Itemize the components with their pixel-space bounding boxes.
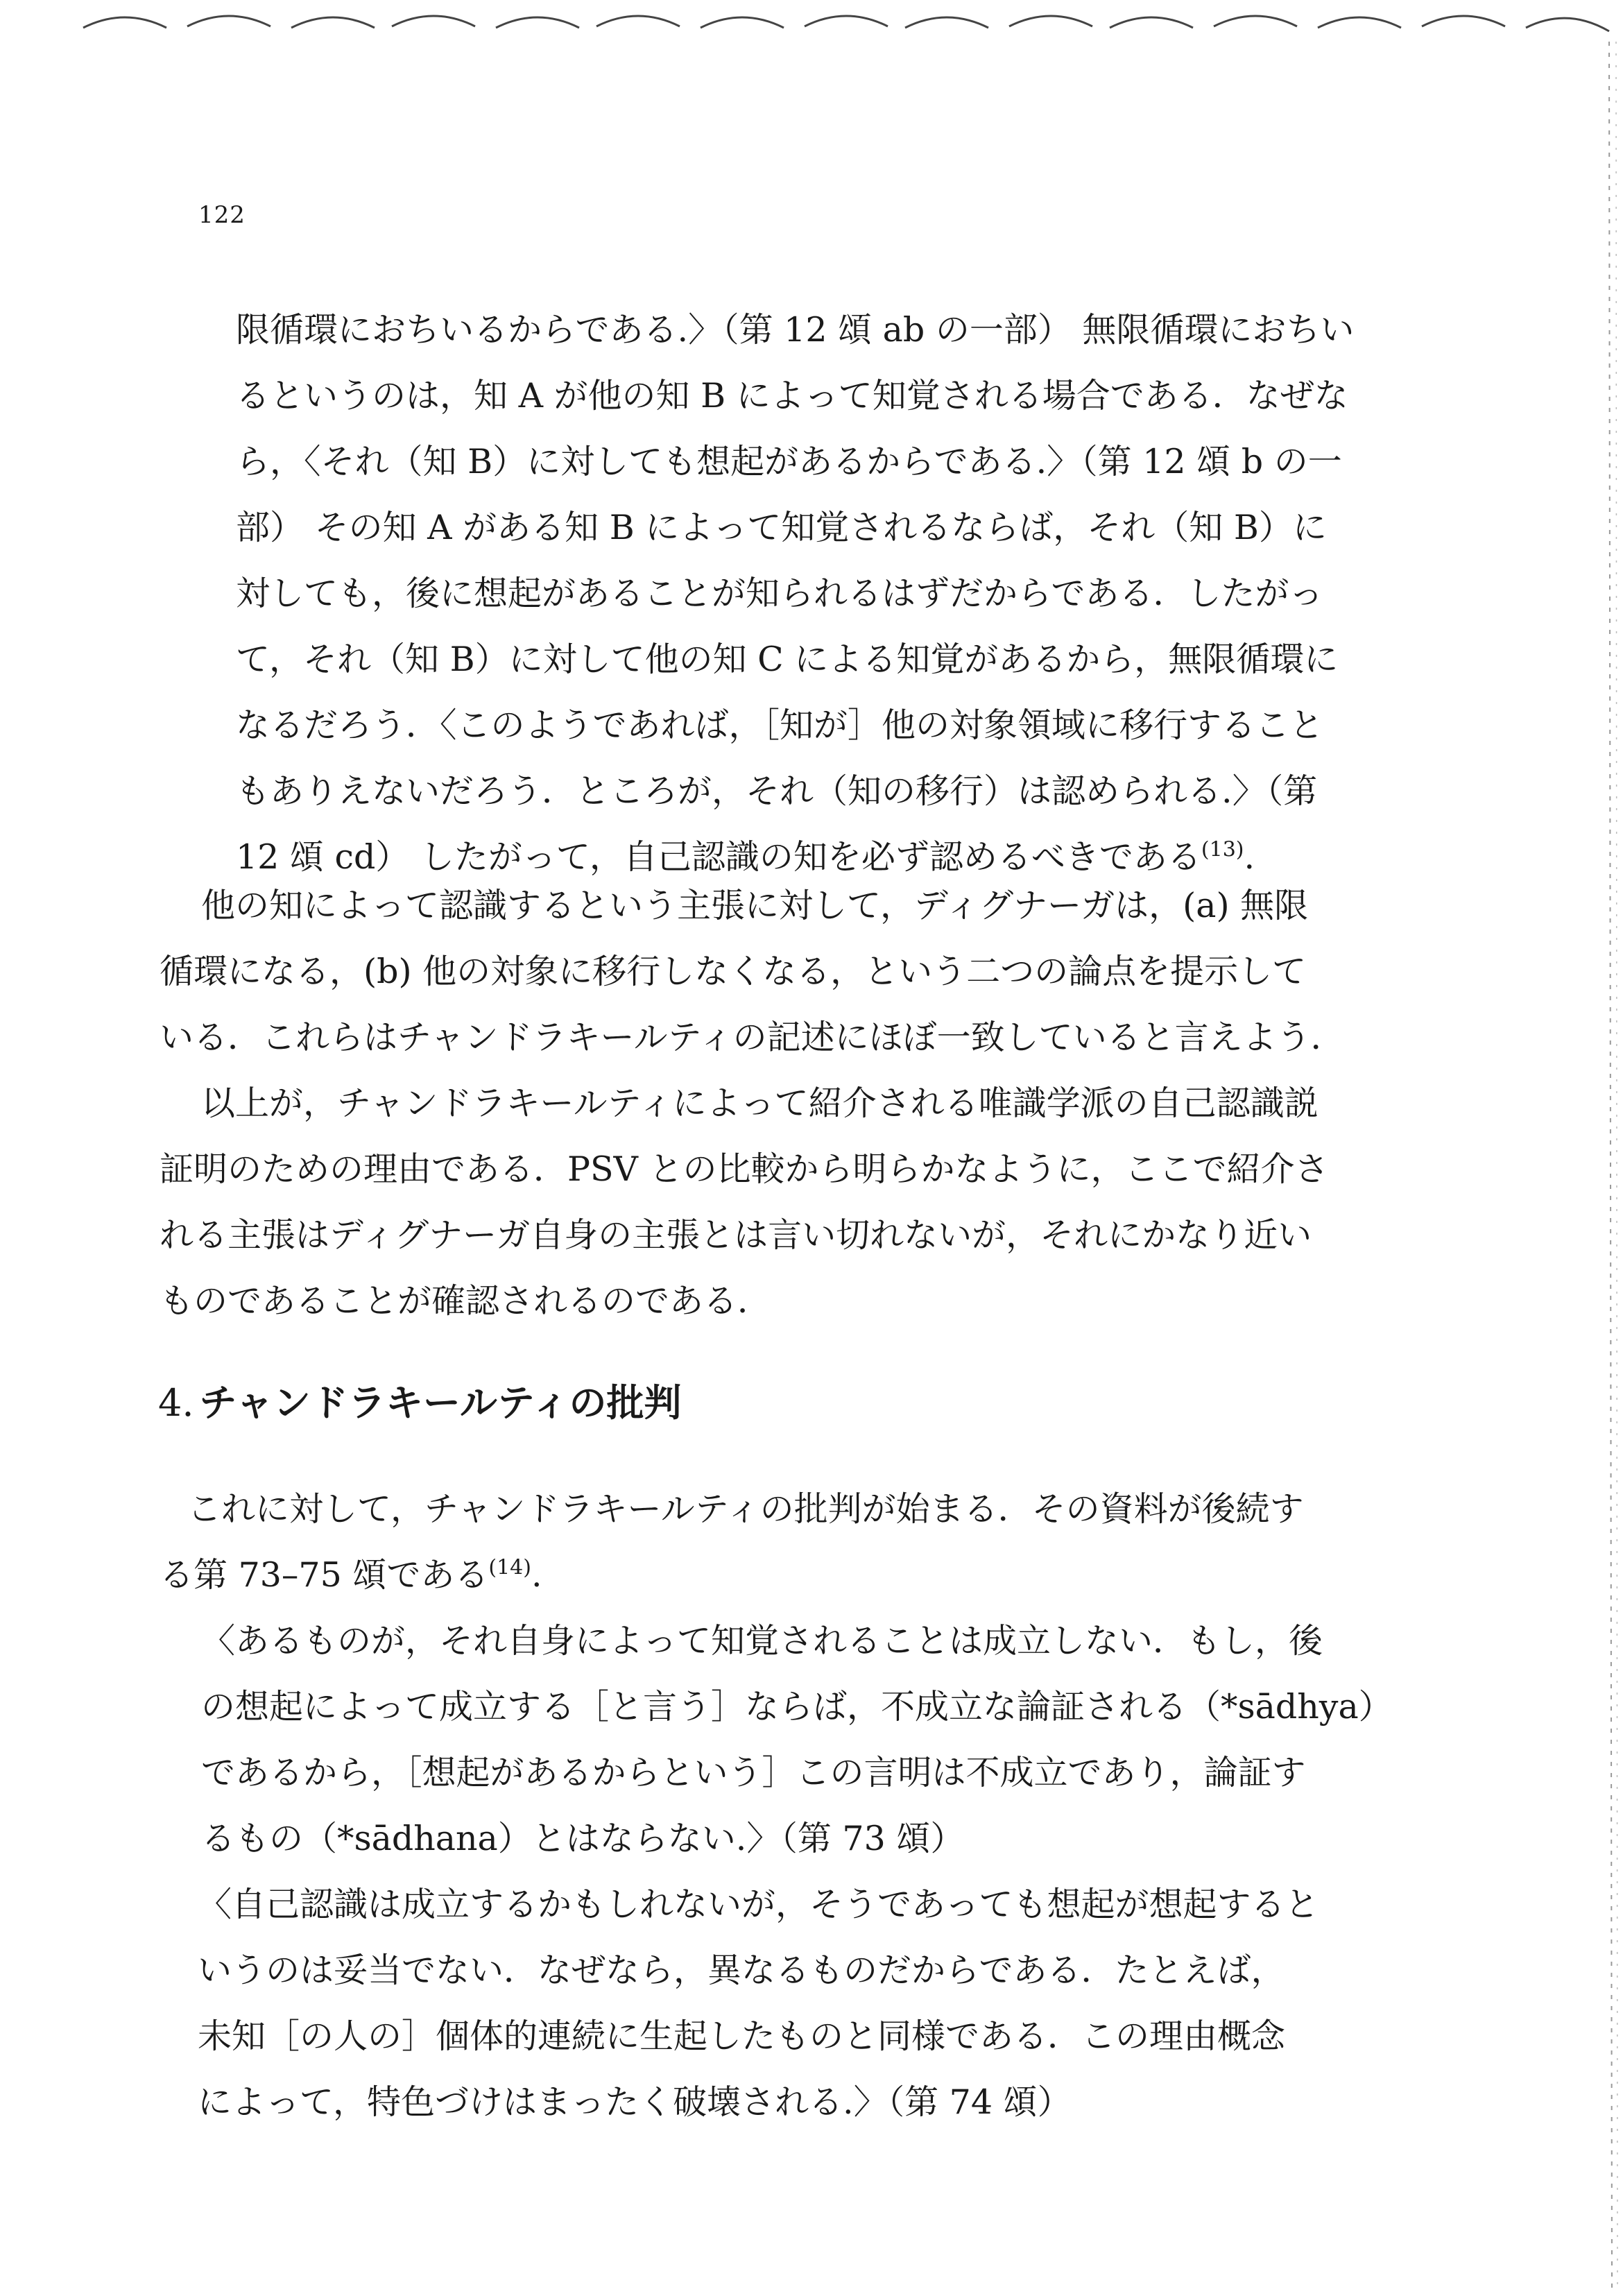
section-heading bbox=[158, 1373, 682, 1427]
text-line: れる主張はディグナーガ自身の主張とは言い切れないが，それにかなり近い bbox=[160, 1215, 1312, 1255]
text-line: いる．これらはチャンドラキールティの記述にほぼ一致していると言えよう． bbox=[160, 1018, 1345, 1057]
footnote-marker-13: (13) bbox=[1201, 837, 1244, 862]
quote-line: 〈自己認識は成立するかもしれないが，そうであっても想起が想起すると bbox=[198, 1885, 1319, 1924]
quote-line: るもの（*sādhana）とはならない.〉（第 73 頌） bbox=[201, 1819, 965, 1858]
text-line: 他の知によって認識するという主張に対して，ディグナーガは，(a) 無限 bbox=[201, 886, 1309, 925]
text-line: 証明のための理由である．PSV との比較から明らかなように，ここで紹介さ bbox=[160, 1149, 1329, 1189]
text-segment: . bbox=[1244, 837, 1255, 877]
quote-line: によって，特色づけはまったく破壊される.〉（第 74 頌） bbox=[198, 2082, 1072, 2122]
text-line: ら，〈それ（知 B）に対しても想起があるからである.〉（第 12 頌 b の一 bbox=[236, 442, 1342, 481]
binder-hole-marks bbox=[0, 0, 1623, 55]
text-segment: . bbox=[531, 1555, 542, 1595]
text-line: るというのは，知 A が他の知 B によって知覚される場合である．なぜな bbox=[236, 376, 1348, 415]
text-line: もありえないだろう．ところが，それ（知の移行）は認められる.〉（第 bbox=[236, 771, 1318, 811]
quote-line: いうのは妥当でない．なぜなら，異なるものだからである．たとえば， bbox=[198, 1951, 1285, 1990]
quote-line: 未知［の人の］個体的連続に生起したものと同様である．この理由概念 bbox=[198, 2016, 1286, 2056]
text-line: 対しても，後に想起があることが知られるはずだからである．したがっ bbox=[236, 574, 1323, 613]
quote-line: 〈あるものが，それ自身によって知覚されることは成立しない．もし，後 bbox=[201, 1621, 1323, 1661]
page-number: 122 bbox=[198, 201, 246, 229]
text-line bbox=[160, 1550, 542, 1600]
text-segment: る第 73–75 頌である bbox=[160, 1555, 489, 1595]
quote-line: であるから，［想起があるからという］この言明は不成立であり，論証す bbox=[201, 1753, 1306, 1792]
text-segment: 12 頌 cd） したがって，自己認識の知を必ず認めるべきである bbox=[236, 837, 1201, 877]
section-number: 4. bbox=[158, 1381, 194, 1425]
text-line bbox=[236, 832, 1255, 882]
section-title: チャンドラキールティの批判 bbox=[199, 1380, 682, 1425]
footnote-marker-14: (14) bbox=[488, 1555, 531, 1580]
text-line: ものであることが確認されるのである． bbox=[160, 1281, 772, 1321]
text-line: 限循環におちいるからである.〉（第 12 頌 ab の一部） 無限循環におちい bbox=[236, 310, 1355, 350]
text-line: これに対して，チャンドラキールティの批判が始まる．その資料が後続す bbox=[187, 1489, 1304, 1529]
text-line: 循環になる，(b) 他の対象に移行しなくなる，という二つの論点を提示して bbox=[160, 952, 1307, 991]
text-line: 部） その知 A がある知 B によって知覚されるならば，それ（知 B）に bbox=[236, 508, 1327, 547]
text-line: 以上が，チャンドラキールティによって紹介される唯識学派の自己認識説 bbox=[201, 1083, 1319, 1123]
text-line: て，それ（知 B）に対して他の知 C による知覚があるから，無限循環に bbox=[236, 640, 1339, 679]
text-line: なるだろう．〈このようであれば，［知が］他の対象領域に移行すること bbox=[236, 705, 1324, 745]
quote-line: の想起によって成立する［と言う］ならば，不成立な論証される（*sādhya） bbox=[201, 1687, 1393, 1727]
page-edge-shadow bbox=[1595, 42, 1623, 2289]
